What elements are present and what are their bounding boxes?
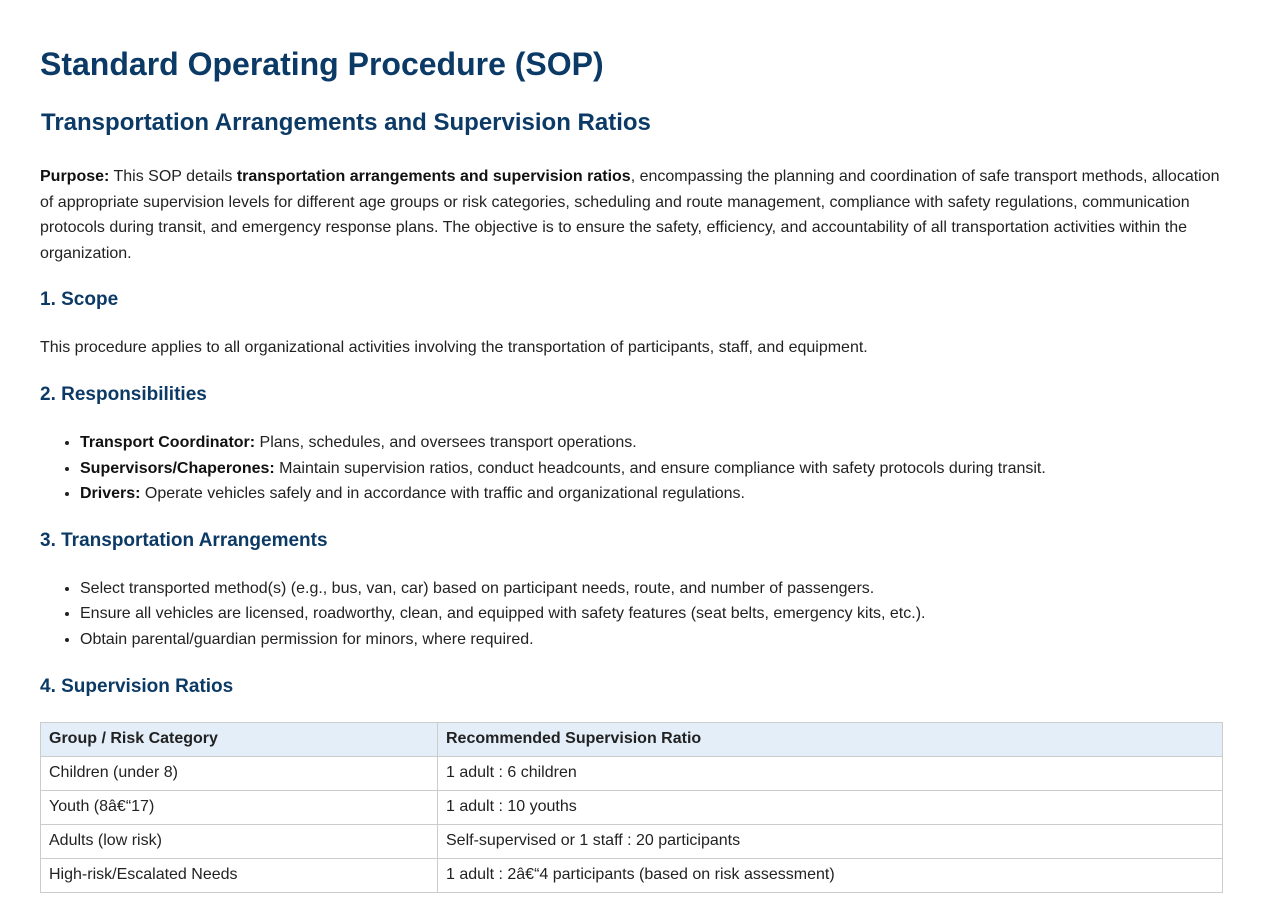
table-row (41, 824, 1223, 858)
role-label: Transport Coordinator: (80, 433, 256, 451)
list-item (80, 430, 1223, 456)
purpose-label: Purpose: (40, 168, 110, 185)
page-subtitle: Transportation Arrangements and Supervision Ratios (41, 109, 651, 136)
role-description: Operate vehicles safely and in accordance with traffic and organizational regulations. (140, 485, 745, 503)
ratio-cell: 1 adult : 2â€“4 participants (based on risk assessment) (438, 858, 1223, 892)
ratios-heading: 4. Supervision Ratios (40, 675, 234, 697)
role-description: Maintain supervision ratios, conduct headcounts, and ensure compliance with safety protocols during transit. (274, 459, 1046, 477)
group-cell: Children (under 8) (41, 756, 438, 790)
table-row (41, 756, 1223, 790)
page-title: Standard Operating Procedure (SOP) (40, 46, 604, 82)
purpose-paragraph (40, 164, 1223, 266)
list-item: • Select transported method(s) (e.g., bus, van, car) based on participant needs, route, and number of passengers. (80, 576, 1223, 602)
ratio-cell: 1 adult : 10 youths (438, 790, 1223, 824)
table-row (41, 858, 1223, 892)
transport-list (40, 576, 1223, 653)
group-cell: Adults (low risk) (41, 824, 438, 858)
group-cell: High-risk/Escalated Needs (41, 858, 438, 892)
ratio-cell: Self-supervised or 1 staff : 20 participants (438, 824, 1223, 858)
table-row (41, 790, 1223, 824)
role-label: Drivers: (80, 485, 141, 503)
supervision-ratios-table (40, 722, 1223, 893)
group-cell: Youth (8â€“17) (41, 790, 438, 824)
responsibilities-heading: 2. Responsibilities (40, 383, 207, 405)
role-label: Supervisors/Chaperones: (80, 459, 275, 477)
list-item (80, 456, 1223, 482)
list-item: • Obtain parental/guardian permission for minors, where required. (80, 627, 1223, 653)
column-header-ratio: Recommended Supervision Ratio (438, 722, 1223, 756)
list-item: • Ensure all vehicles are licensed, roadworthy, clean, and equipped with safety features (seat belts, emergency kits, etc.). (80, 601, 1223, 627)
purpose-bold-text: transportation arrangements and supervision ratios (236, 168, 631, 185)
scope-text: This procedure applies to all organizational activities involving the transportation of participants, staff, and equipment. (40, 339, 868, 357)
purpose-text-before: This SOP details (109, 168, 237, 185)
ratio-cell: 1 adult : 6 children (438, 756, 1223, 790)
purpose-text-after: , encompassing the planning and coordination of safe transport methods, allocation of appropriate supervision levels for different age groups or risk categories, scheduling and route management, compliance with safety regulations, communication protocols during transit, and emergency response plans. The objective is to ensure the safety, efficiency, and accountability of all transportation activities within the organization. (40, 168, 1220, 262)
scope-heading: 1. Scope (40, 289, 119, 311)
responsibilities-list (40, 430, 1223, 507)
column-header-group: Group / Risk Category (41, 722, 438, 756)
table-header-row (41, 722, 1223, 756)
list-item (80, 481, 1223, 507)
transport-heading: 3. Transportation Arrangements (40, 529, 328, 551)
role-description: Plans, schedules, and oversees transport operations. (255, 433, 637, 451)
